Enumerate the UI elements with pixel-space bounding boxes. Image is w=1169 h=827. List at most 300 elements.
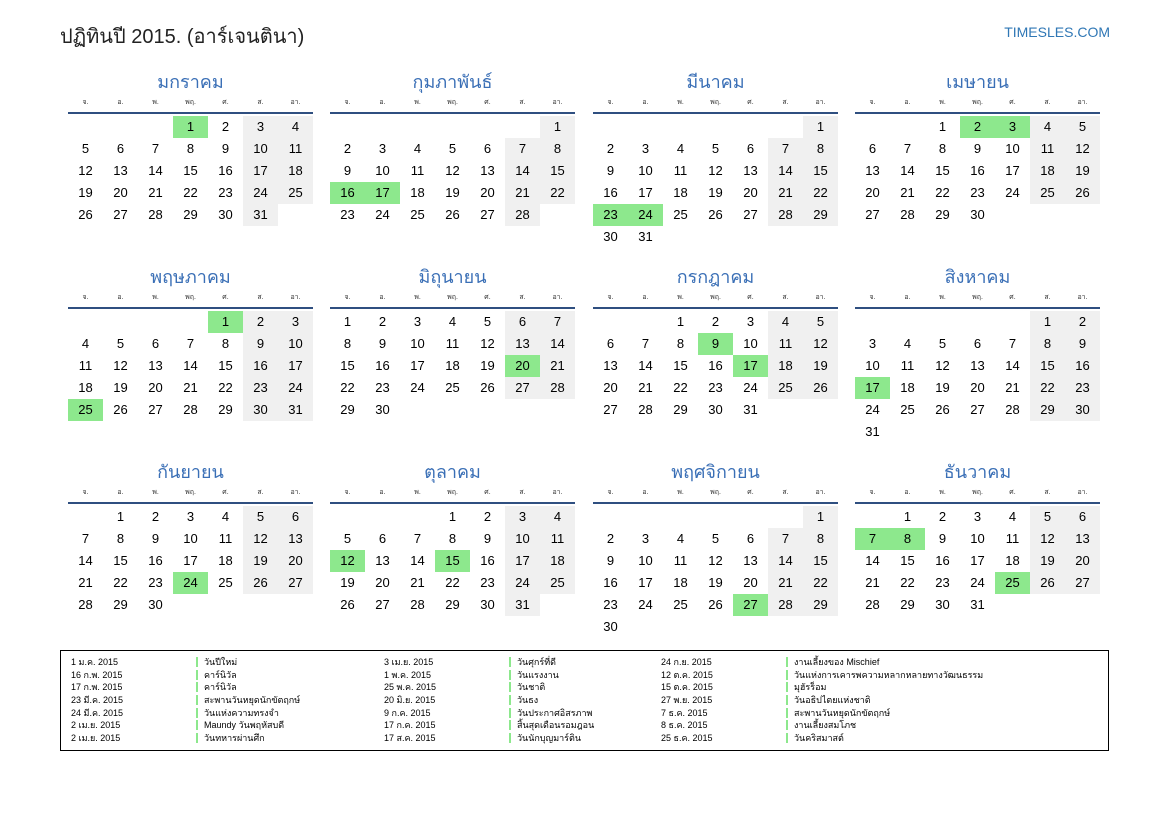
holiday-name: วันชาติ <box>517 682 546 693</box>
month-name: กรกฎาคม <box>676 267 755 287</box>
empty-cell <box>663 506 698 528</box>
weekday-label: ศ. <box>1009 294 1016 301</box>
weekday-label: ศ. <box>747 489 754 496</box>
weekday-label: ศ. <box>747 99 754 106</box>
weekday-label: อา. <box>290 99 301 106</box>
month-name: มีนาคม <box>686 72 745 92</box>
weekday-label: พ. <box>939 489 946 496</box>
holiday-day-cell: 1 <box>173 116 208 138</box>
day-cell: 28 <box>540 377 575 399</box>
day-cell: 15 <box>340 358 355 373</box>
day-cell: 23 <box>340 207 355 222</box>
month-divider <box>68 307 313 309</box>
weekday-label: อ. <box>904 294 911 301</box>
weekday-label: ส. <box>782 294 789 301</box>
day-cell: 28 <box>148 207 163 222</box>
legend-row <box>661 694 983 707</box>
day-cell: 14 <box>900 163 915 178</box>
day-cell: 16 <box>603 575 618 590</box>
weekday-header <box>855 484 1100 502</box>
day-cell: 10 <box>375 163 390 178</box>
legend-row <box>384 656 594 669</box>
month-block <box>330 70 575 226</box>
empty-cell <box>855 506 890 528</box>
empty-cell <box>68 116 103 138</box>
day-cell: 3 <box>186 509 195 524</box>
holiday-date: 17 ก.พ. 2015 <box>71 682 123 693</box>
legend-row <box>384 681 594 694</box>
empty-cell <box>103 311 138 333</box>
day-cell: 19 <box>445 185 460 200</box>
holiday-day-cell: 24 <box>628 204 663 226</box>
day-cell: 30 <box>375 402 390 417</box>
day-cell: 12 <box>1065 138 1100 160</box>
day-cell: 9 <box>378 336 387 351</box>
holiday-name: วันศุกร์ที่ดี <box>517 657 556 667</box>
empty-cell <box>330 506 365 528</box>
weekday-label: อ. <box>904 99 911 106</box>
empty-cell <box>698 116 733 138</box>
day-cell: 8 <box>343 336 352 351</box>
day-cell: 6 <box>151 336 160 351</box>
day-cell: 19 <box>803 355 838 377</box>
weekday-label: อ. <box>117 99 124 106</box>
weekday-label: พฤ. <box>447 294 458 301</box>
day-cell: 28 <box>768 594 803 616</box>
day-cell: 30 <box>708 402 723 417</box>
weekday-label: พฤ. <box>972 294 983 301</box>
holiday-marker <box>786 733 788 743</box>
day-cell: 15 <box>540 160 575 182</box>
weekday-label: พฤ. <box>185 99 196 106</box>
holiday-date: 8 ธ.ค. 2015 <box>661 720 708 731</box>
empty-cell <box>960 311 995 333</box>
day-cell: 8 <box>221 336 230 351</box>
holiday-date: 25 พ.ค. 2015 <box>384 682 436 693</box>
day-cell: 16 <box>480 553 495 568</box>
day-cell: 1 <box>676 314 685 329</box>
day-cell: 6 <box>378 531 387 546</box>
day-cell: 12 <box>708 163 723 178</box>
day-cell: 10 <box>183 531 198 546</box>
day-cell: 4 <box>676 531 685 546</box>
day-cell: 24 <box>743 380 758 395</box>
weekday-label: อา. <box>290 294 301 301</box>
empty-cell <box>68 506 103 528</box>
holiday-day-cell: 17 <box>733 355 768 377</box>
month-divider <box>855 307 1100 309</box>
day-cell: 3 <box>641 531 650 546</box>
day-cell: 9 <box>973 141 982 156</box>
day-cell: 21 <box>865 575 880 590</box>
month-block <box>593 265 838 421</box>
day-cell: 3 <box>243 116 278 138</box>
day-cell: 17 <box>183 553 198 568</box>
day-cell: 16 <box>1065 355 1100 377</box>
holiday-date: 9 ก.ค. 2015 <box>384 707 431 718</box>
holiday-name: งานเลี้ยงของ Mischief <box>794 657 880 667</box>
day-cell: 27 <box>1065 572 1100 594</box>
weekday-label: พฤ. <box>972 99 983 106</box>
day-cell: 24 <box>410 380 425 395</box>
day-cell: 1 <box>1030 311 1065 333</box>
weekday-label: จ. <box>607 489 614 496</box>
weekday-label: ศ. <box>222 489 229 496</box>
day-cell: 9 <box>1065 333 1100 355</box>
holiday-date: 20 มิ.ย. 2015 <box>384 695 436 706</box>
day-cell: 8 <box>186 141 195 156</box>
day-cell: 11 <box>410 163 425 178</box>
day-cell: 27 <box>375 597 390 612</box>
day-cell: 5 <box>938 336 947 351</box>
empty-cell <box>470 116 505 138</box>
empty-cell <box>925 311 960 333</box>
holiday-date: 25 ธ.ค. 2015 <box>661 733 713 744</box>
day-cell: 29 <box>803 594 838 616</box>
day-cell: 2 <box>221 119 230 134</box>
day-cell: 1 <box>343 314 352 329</box>
weekday-label: พฤ. <box>972 489 983 496</box>
day-cell: 3 <box>413 314 422 329</box>
day-cell: 26 <box>113 402 128 417</box>
day-cell: 15 <box>1030 355 1065 377</box>
day-cell: 5 <box>116 336 125 351</box>
day-cell: 5 <box>448 141 457 156</box>
day-cell: 1 <box>938 119 947 134</box>
day-cell: 8 <box>803 138 838 160</box>
day-cell: 7 <box>151 141 160 156</box>
day-cell: 7 <box>641 336 650 351</box>
weekday-label: จ. <box>869 294 876 301</box>
empty-cell <box>663 116 698 138</box>
weekday-label: ส. <box>257 294 264 301</box>
weekday-header <box>855 94 1100 112</box>
day-cell: 5 <box>711 531 720 546</box>
weekday-label: จ. <box>607 99 614 106</box>
day-cell: 14 <box>1005 358 1020 373</box>
empty-cell <box>365 116 400 138</box>
month-block <box>330 265 575 421</box>
weekday-label: พฤ. <box>710 294 721 301</box>
weekday-label: ส. <box>519 294 526 301</box>
day-cell: 16 <box>970 163 985 178</box>
day-cell: 21 <box>540 355 575 377</box>
day-cell: 3 <box>278 311 313 333</box>
day-cell: 20 <box>865 185 880 200</box>
day-cell: 23 <box>375 380 390 395</box>
holiday-day-cell: 23 <box>593 204 628 226</box>
empty-cell <box>890 116 925 138</box>
day-cell: 5 <box>483 314 492 329</box>
day-cell: 24 <box>243 182 278 204</box>
day-cell: 26 <box>935 402 950 417</box>
holiday-date: 24 มี.ค. 2015 <box>71 707 123 718</box>
day-cell: 8 <box>116 531 125 546</box>
day-cell: 2 <box>151 509 160 524</box>
day-cell: 17 <box>638 185 653 200</box>
day-cell: 10 <box>505 528 540 550</box>
days-grid <box>68 116 313 226</box>
day-cell: 9 <box>243 333 278 355</box>
day-cell: 17 <box>243 160 278 182</box>
day-cell: 25 <box>673 207 688 222</box>
day-cell: 24 <box>970 575 985 590</box>
weekday-label: ศ. <box>484 99 491 106</box>
day-cell: 30 <box>603 229 618 244</box>
holiday-name: วันแรงงาน <box>517 669 559 680</box>
day-cell: 29 <box>900 597 915 612</box>
day-cell: 19 <box>708 185 723 200</box>
calendar-grid <box>68 70 1102 634</box>
month-name: ธันวาคม <box>943 462 1012 482</box>
legend-row <box>71 732 300 745</box>
day-cell: 29 <box>113 597 128 612</box>
weekday-label: พ. <box>152 489 159 496</box>
weekday-label: พ. <box>152 294 159 301</box>
day-cell: 13 <box>113 163 128 178</box>
day-cell: 28 <box>505 204 540 226</box>
day-cell: 13 <box>480 163 495 178</box>
day-cell: 7 <box>540 311 575 333</box>
day-cell: 23 <box>480 575 495 590</box>
day-cell: 7 <box>768 138 803 160</box>
day-cell: 1 <box>540 116 575 138</box>
weekday-label: จ. <box>869 489 876 496</box>
weekday-header <box>68 484 313 502</box>
day-cell: 12 <box>935 358 950 373</box>
weekday-label: ศ. <box>222 99 229 106</box>
holiday-day-cell: 27 <box>733 594 768 616</box>
month-block <box>855 265 1100 443</box>
weekday-label: ส. <box>782 99 789 106</box>
empty-cell <box>103 116 138 138</box>
empty-cell <box>173 311 208 333</box>
weekday-label: จ. <box>869 99 876 106</box>
weekday-label: ศ. <box>747 294 754 301</box>
day-cell: 24 <box>638 597 653 612</box>
day-cell: 8 <box>803 528 838 550</box>
day-cell: 6 <box>746 141 755 156</box>
holiday-date: 1 พ.ค. 2015 <box>384 669 431 680</box>
holiday-marker <box>196 682 198 692</box>
day-cell: 19 <box>78 185 93 200</box>
days-grid <box>330 116 575 226</box>
empty-cell <box>593 116 628 138</box>
day-cell: 23 <box>218 185 233 200</box>
day-cell: 1 <box>803 116 838 138</box>
weekday-label: อ. <box>642 489 649 496</box>
day-cell: 18 <box>540 550 575 572</box>
day-cell: 18 <box>78 380 93 395</box>
legend-row <box>71 656 300 669</box>
day-cell: 4 <box>413 141 422 156</box>
day-cell: 25 <box>410 207 425 222</box>
holiday-day-cell: 2 <box>960 116 995 138</box>
weekday-label: พฤ. <box>185 294 196 301</box>
empty-cell <box>855 116 890 138</box>
weekday-label: พ. <box>414 294 421 301</box>
day-cell: 26 <box>243 572 278 594</box>
day-cell: 21 <box>78 575 93 590</box>
legend-column <box>71 656 300 745</box>
day-cell: 8 <box>540 138 575 160</box>
weekday-label: จ. <box>82 99 89 106</box>
day-cell: 25 <box>900 402 915 417</box>
day-cell: 25 <box>445 380 460 395</box>
weekday-label: ส. <box>1044 99 1051 106</box>
day-cell: 14 <box>183 358 198 373</box>
weekday-label: อ. <box>379 294 386 301</box>
day-cell: 28 <box>638 402 653 417</box>
day-cell: 2 <box>938 509 947 524</box>
day-cell: 11 <box>900 358 915 373</box>
holiday-marker <box>196 733 198 743</box>
month-block <box>593 460 838 638</box>
month-divider <box>855 112 1100 114</box>
day-cell: 8 <box>676 336 685 351</box>
day-cell: 12 <box>113 358 128 373</box>
day-cell: 29 <box>935 207 950 222</box>
day-cell: 14 <box>78 553 93 568</box>
day-cell: 23 <box>603 597 618 612</box>
day-cell: 5 <box>1065 116 1100 138</box>
day-cell: 7 <box>1008 336 1017 351</box>
weekday-label: ส. <box>519 489 526 496</box>
day-cell: 23 <box>708 380 723 395</box>
holiday-day-cell: 17 <box>365 182 400 204</box>
day-cell: 20 <box>1065 550 1100 572</box>
weekday-label: จ. <box>344 99 351 106</box>
day-cell: 31 <box>865 424 880 439</box>
weekday-label: พฤ. <box>185 489 196 496</box>
day-cell: 27 <box>148 402 163 417</box>
day-cell: 21 <box>410 575 425 590</box>
holiday-date: 12 ต.ค. 2015 <box>661 669 713 680</box>
day-cell: 12 <box>243 528 278 550</box>
weekday-label: ส. <box>782 489 789 496</box>
weekday-label: อา. <box>815 489 826 496</box>
day-cell: 16 <box>603 185 618 200</box>
day-cell: 7 <box>505 138 540 160</box>
month-divider <box>593 502 838 504</box>
day-cell: 30 <box>935 597 950 612</box>
day-cell: 20 <box>113 185 128 200</box>
legend-row <box>661 707 983 720</box>
day-cell: 20 <box>970 380 985 395</box>
day-cell: 10 <box>865 358 880 373</box>
empty-cell <box>855 311 890 333</box>
legend-row <box>661 719 983 732</box>
day-cell: 16 <box>375 358 390 373</box>
day-cell: 8 <box>1030 333 1065 355</box>
holiday-day-cell: 24 <box>173 572 208 594</box>
day-cell: 13 <box>970 358 985 373</box>
weekday-label: ส. <box>1044 489 1051 496</box>
brand-link[interactable]: TIMESLES.COM <box>1004 24 1110 40</box>
weekday-label: อา. <box>1077 294 1088 301</box>
holiday-name: วันธง <box>517 695 539 706</box>
days-grid <box>68 311 313 421</box>
days-grid <box>855 311 1100 443</box>
day-cell: 7 <box>186 336 195 351</box>
days-grid <box>68 506 313 616</box>
holiday-day-cell: 9 <box>698 333 733 355</box>
holiday-marker <box>196 695 198 705</box>
month-name: ตุลาคม <box>424 462 481 482</box>
day-cell: 11 <box>540 528 575 550</box>
day-cell: 5 <box>243 506 278 528</box>
day-cell: 13 <box>148 358 163 373</box>
day-cell: 6 <box>746 531 755 546</box>
day-cell: 2 <box>243 311 278 333</box>
legend-row <box>384 707 594 720</box>
holiday-date: 15 ต.ค. 2015 <box>661 682 713 693</box>
day-cell: 13 <box>743 553 758 568</box>
holiday-day-cell: 12 <box>330 550 365 572</box>
holiday-marker <box>509 682 511 692</box>
day-cell: 17 <box>410 358 425 373</box>
legend-row <box>661 656 983 669</box>
legend-row <box>661 669 983 682</box>
day-cell: 30 <box>243 399 278 421</box>
day-cell: 14 <box>505 160 540 182</box>
day-cell: 26 <box>708 207 723 222</box>
day-cell: 18 <box>768 355 803 377</box>
days-grid <box>330 506 575 616</box>
day-cell: 14 <box>540 333 575 355</box>
day-cell: 13 <box>1065 528 1100 550</box>
day-cell: 22 <box>340 380 355 395</box>
month-name: พฤษภาคม <box>150 267 231 287</box>
holiday-marker <box>786 708 788 718</box>
day-cell: 9 <box>343 163 352 178</box>
holiday-name: วันประกาศอิสรภาพ <box>517 707 593 718</box>
day-cell: 16 <box>148 553 163 568</box>
day-cell: 25 <box>278 182 313 204</box>
day-cell: 26 <box>480 380 495 395</box>
weekday-label: อ. <box>642 99 649 106</box>
day-cell: 2 <box>1065 311 1100 333</box>
day-cell: 2 <box>483 509 492 524</box>
weekday-label: อา. <box>552 294 563 301</box>
month-name: กันยายน <box>157 462 224 482</box>
day-cell: 13 <box>278 528 313 550</box>
day-cell: 22 <box>445 575 460 590</box>
day-cell: 6 <box>868 141 877 156</box>
day-cell: 26 <box>78 207 93 222</box>
day-cell: 18 <box>410 185 425 200</box>
holiday-date: 2 เม.ย. 2015 <box>71 720 121 731</box>
day-cell: 7 <box>903 141 912 156</box>
day-cell: 23 <box>935 575 950 590</box>
month-name: กุมภาพันธ์ <box>412 72 493 92</box>
month-block <box>855 460 1100 616</box>
day-cell: 28 <box>865 597 880 612</box>
day-cell: 10 <box>638 553 653 568</box>
day-cell: 18 <box>445 358 460 373</box>
day-cell: 23 <box>243 377 278 399</box>
day-cell: 27 <box>480 207 495 222</box>
empty-cell <box>628 116 663 138</box>
day-cell: 3 <box>868 336 877 351</box>
day-cell: 23 <box>1065 377 1100 399</box>
day-cell: 29 <box>218 402 233 417</box>
weekday-header <box>330 484 575 502</box>
day-cell: 17 <box>505 550 540 572</box>
day-cell: 11 <box>445 336 460 351</box>
holiday-name: วันคริสมาสต์ <box>794 733 844 744</box>
holiday-marker <box>786 657 788 667</box>
